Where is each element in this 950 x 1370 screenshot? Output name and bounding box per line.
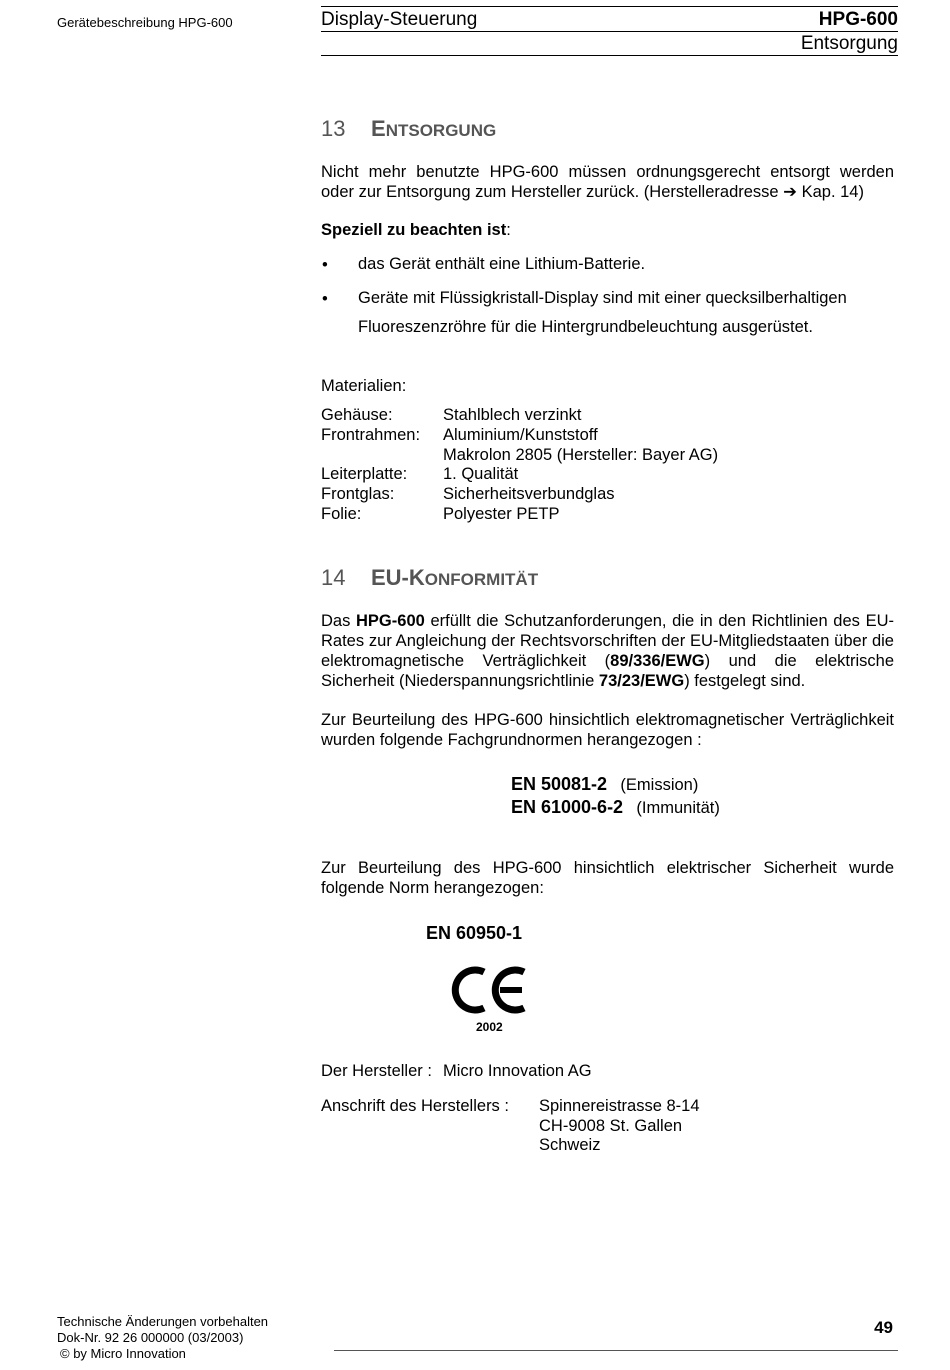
header-product: HPG-600	[818, 9, 898, 30]
material-label: Leiterplatte:	[321, 465, 408, 483]
heading-initial: EU-K	[371, 565, 425, 590]
bullet-dot: •	[322, 290, 328, 308]
material-label: Gehäuse:	[321, 406, 393, 424]
material-value: 1. Qualität	[443, 465, 519, 483]
manufacturer-label: Der Hersteller :	[321, 1062, 432, 1080]
manufacturer-value: Micro Innovation AG	[443, 1062, 592, 1080]
header-middle-rule	[321, 31, 898, 32]
address-line: Spinnereistrasse 8-14	[539, 1097, 700, 1115]
note-colon: :	[506, 221, 511, 239]
bullet-item: das Gerät enthält eine Lithium-Batterie.	[358, 255, 646, 273]
safety-paragraph: Zur Beurteilung des HPG-600 hinsichtlich elektrischer Sicherheit wurde folgende Norm herangezogen:	[321, 859, 894, 897]
section-number: 13	[321, 116, 346, 141]
conformity-paragraph: Das HPG-600 erfüllt die Schutzanforderungen, die in den Richtlinien des EU-Rates zur Angleichung der Rechtsvorschriften der EU-Mitgliedstaaten über die elektromagnetische Verträglichkeit (89/336/EWG) und die elektrische Sicherheit (Niederspannungsrichtlinie 73/23/EWG) festgelegt sind.	[321, 612, 894, 690]
header-top-rule	[321, 6, 898, 7]
document-label: Gerätebeschreibung HPG-600	[57, 15, 233, 30]
heading-rest: NTSORGUNG	[385, 121, 497, 140]
intro-line-2: oder zur Entsorgung zum Hersteller zurück. (Herstelleradresse ➔ Kap. 14)	[321, 183, 864, 201]
footer-copyright: © by Micro Innovation	[60, 1346, 186, 1361]
norm-emission	[511, 774, 698, 795]
directive-lvd: 73/23/EWG	[598, 672, 685, 690]
bullet-item-continued: Fluoreszenzröhre für die Hintergrundbeleuchtung ausgerüstet.	[358, 318, 813, 336]
material-value: Aluminium/Kunststoff	[443, 426, 598, 444]
ce-year: 2002	[476, 1020, 503, 1034]
material-value: Sicherheitsverbundglas	[443, 485, 615, 503]
section-number: 14	[321, 565, 346, 590]
norm-code: EN 61000-6-2	[511, 797, 624, 817]
norm-immunity	[511, 797, 720, 818]
header-subtitle: Entsorgung	[800, 33, 898, 54]
header-title: Display-Steuerung	[321, 9, 478, 30]
norm-description: (Immunität)	[636, 799, 720, 817]
material-value: Makrolon 2805 (Hersteller: Bayer AG)	[443, 446, 719, 464]
page-number: 49	[874, 1318, 893, 1337]
note-bold: Speziell zu beachten ist	[321, 221, 507, 239]
note-line	[321, 220, 894, 240]
norm-description: (Emission)	[620, 776, 699, 794]
material-label: Folie:	[321, 505, 362, 523]
materials-heading: Materialien:	[321, 377, 407, 395]
footer-doc-number: Dok-Nr. 92 26 000000 (03/2003)	[57, 1330, 244, 1345]
heading-initial: E	[371, 116, 386, 141]
emc-paragraph: Zur Beurteilung des HPG-600 hinsichtlich elektromagnetischer Verträglichkeit wurden folgende Fachgrundnormen herangezogen :	[321, 711, 894, 749]
address-line: CH-9008 St. Gallen	[539, 1117, 683, 1135]
address-line: Schweiz	[539, 1136, 601, 1154]
footer-rule	[334, 1350, 898, 1351]
header-bottom-rule	[321, 55, 898, 56]
directive-emc: 89/336/EWG	[610, 652, 705, 670]
section-13-intro	[321, 162, 894, 202]
material-label: Frontrahmen:	[321, 426, 421, 444]
material-value: Stahlblech verzinkt	[443, 406, 582, 424]
product-name: HPG-600	[356, 612, 425, 630]
bullet-dot: •	[322, 256, 328, 274]
heading-rest: ONFORMITÄT	[424, 570, 539, 589]
norm-code: EN 50081-2	[511, 774, 608, 794]
bullet-item: Geräte mit Flüssigkristall-Display sind mit einer quecksilberhaltigen	[358, 289, 847, 307]
material-value: Polyester PETP	[443, 505, 560, 523]
material-label: Frontglas:	[321, 485, 395, 503]
ce-mark-icon	[450, 964, 528, 1016]
address-label: Anschrift des Herstellers :	[321, 1097, 509, 1115]
norm-safety: EN 60950-1	[426, 923, 523, 943]
section-13-heading	[321, 116, 496, 142]
intro-line-1: Nicht mehr benutzte HPG-600 müssen ordnungsgerecht entsorgt werden	[321, 163, 894, 181]
section-14-heading	[321, 565, 538, 591]
footer-notice: Technische Änderungen vorbehalten	[57, 1314, 269, 1329]
